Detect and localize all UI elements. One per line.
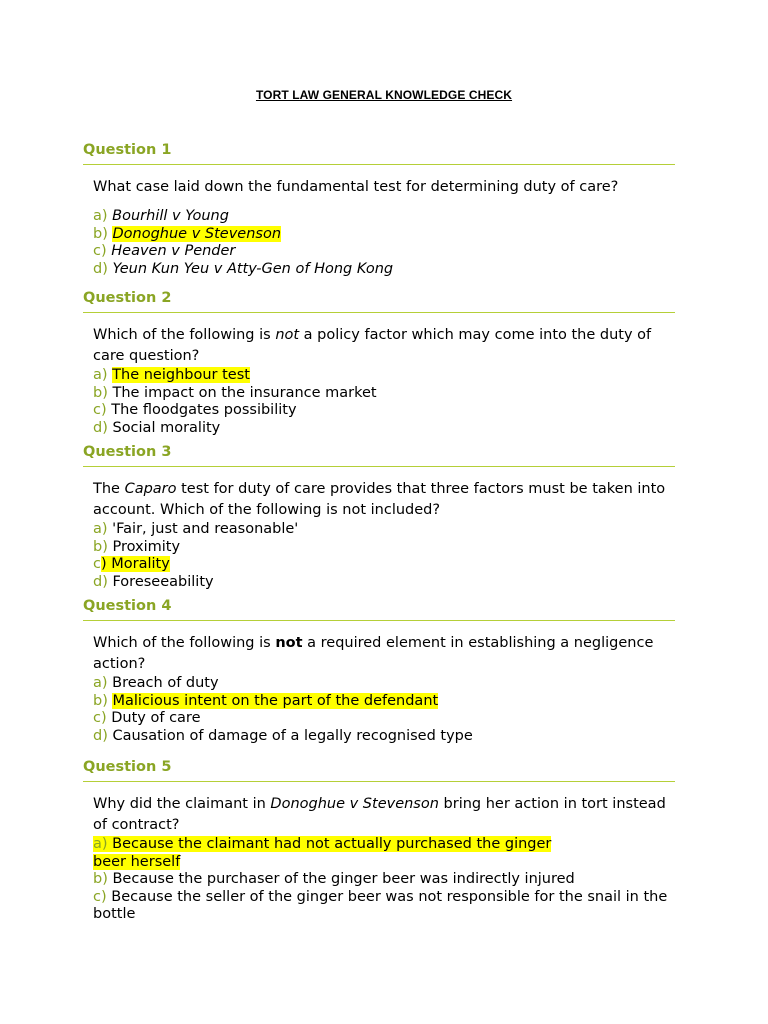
question-5-stem: Why did the claimant in Donoghue v Stevenson bring her action in tort instead of contract? <box>93 796 666 833</box>
question-5-option-c: c) Because the seller of the ginger beer was not responsible for the snail in the <box>93 888 668 905</box>
answer-highlight: beer herself <box>93 853 181 870</box>
question-1-rule <box>83 164 675 165</box>
question-2-stem: Which of the following is not a policy factor which may come into the duty of care question? <box>93 327 652 364</box>
question-3-rule <box>83 466 675 467</box>
question-4-option-b: b) Malicious intent on the part of the defendant <box>93 692 439 709</box>
question-3-option-c: c) Morality <box>93 556 170 573</box>
question-4-heading: Question 4 <box>83 598 172 614</box>
question-5-option-a <box>93 836 678 854</box>
question-3-option-a: a) 'Fair, just and reasonable' <box>93 521 299 537</box>
question-5-block <box>93 794 678 924</box>
question-5-option-b: b) Because the purchaser of the ginger beer was indirectly injured <box>93 871 575 888</box>
question-4-stem: Which of the following is not a required element in establishing a negligence action? <box>93 635 654 672</box>
question-1-option-c: c) Heaven v Pender <box>93 243 236 260</box>
question-3-option-d: d) Foreseeability <box>93 573 214 590</box>
answer-highlight: Donoghue v Stevenson <box>112 225 282 242</box>
question-2-option-b: b) The impact on the insurance market <box>93 384 377 401</box>
question-5-option-c-cont: bottle <box>93 906 136 923</box>
question-1-stem: What case laid down the fundamental test for determining duty of care? <box>93 179 619 195</box>
question-5-option-a-cont <box>93 854 678 872</box>
answer-highlight: ) Morality <box>100 556 170 573</box>
question-3-heading: Question 3 <box>83 444 172 460</box>
question-5-rule <box>83 781 675 782</box>
question-1-option-a: a) Bourhill v Young <box>93 208 229 224</box>
question-3-option-b: b) Proximity <box>93 538 181 555</box>
question-2-block <box>93 325 678 437</box>
question-1-heading: Question 1 <box>83 142 172 158</box>
answer-highlight: The neighbour test <box>112 367 250 383</box>
document-title: TORT LAW GENERAL KNOWLEDGE CHECK <box>255 88 513 102</box>
question-1-block <box>93 177 678 278</box>
answer-highlight: Malicious intent on the part of the defendant <box>112 692 439 709</box>
question-4-option-c: c) Duty of care <box>93 710 201 727</box>
question-2-rule <box>83 312 675 313</box>
question-3-stem: The Caparo test for duty of care provides that three factors must be taken into account. Which of the following is not included? <box>93 481 666 518</box>
question-4-option-d: d) Causation of damage of a legally recognised type <box>93 727 473 744</box>
question-4-option-a: a) Breach of duty <box>93 675 219 691</box>
question-2-option-a: a) The neighbour test <box>93 367 250 383</box>
question-1-option-d: d) Yeun Kun Yeu v Atty-Gen of Hong Kong <box>93 260 394 277</box>
question-2-option-c: c) The floodgates possibility <box>93 402 297 419</box>
question-4-rule <box>83 620 675 621</box>
question-2-option-d: d) Social morality <box>93 419 221 436</box>
question-4-block <box>93 633 678 745</box>
question-1-option-b: b) Donoghue v Stevenson <box>93 225 282 242</box>
question-2-heading: Question 2 <box>83 290 172 306</box>
question-3-block <box>93 479 678 591</box>
answer-highlight: a) Because the claimant had not actually purchased the ginger <box>93 836 552 852</box>
question-5-heading: Question 5 <box>83 759 172 775</box>
